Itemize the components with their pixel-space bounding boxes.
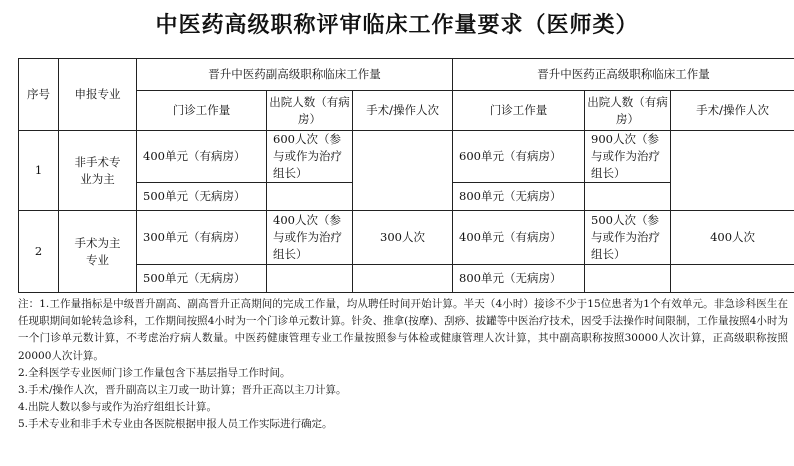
deputy-outpatient-noward: 500单元（无病房）: [137, 183, 267, 211]
senior-surgery-empty: [671, 265, 794, 293]
row-specialty: 手术为主专业: [59, 211, 137, 293]
header-specialty: 申报专业: [59, 59, 137, 131]
header-deputy-discharge: 出院人数（有病房）: [267, 91, 353, 131]
deputy-surgery-empty: [353, 265, 453, 293]
senior-surgery: [671, 131, 794, 211]
senior-outpatient-noward: 800单元（无病房）: [453, 265, 585, 293]
header-deputy-surgery: 手术/操作人次: [353, 91, 453, 131]
row-specialty: 非手术专业为主: [59, 131, 137, 211]
deputy-outpatient-ward: 400单元（有病房）: [137, 131, 267, 183]
senior-surgery: 400人次: [671, 211, 794, 265]
senior-outpatient-noward: 800单元（无病房）: [453, 183, 585, 211]
row-seq: 1: [19, 131, 59, 211]
deputy-discharge: 600人次（参与或作为治疗组长）: [267, 131, 353, 183]
notes-section: [18, 296, 788, 434]
note-4: 4.出院人数以参与或作为治疗组组长计算。: [18, 401, 218, 414]
senior-discharge: 500人次（参与或作为治疗组长）: [585, 211, 671, 265]
note-1: 注：1.工作量指标是中级晋升副高、副高晋升正高期间的完成工作量，均从聘任时间开始计算。半天（4小时）接诊不少于15位患者为1个有效单元。非急诊科医生在任现职期间如轮转急诊科，工作期间按照4小时为一个门诊单元数计算。针灸、推拿(按摩)、刮痧、拔罐等中医治疗技术，因受手法操作时间限制，工作量按照4小时为一个门诊单元数计算，不考虑治疗病人数量。中医药健康管理专业工作量按照参与体检或健康管理人次计算，其中副高职称按照30000人次计算，正高级职称按照20000人次计算。: [18, 298, 788, 362]
header-senior-outpatient: 门诊工作量: [453, 91, 585, 131]
senior-outpatient-ward: 400单元（有病房）: [453, 211, 585, 265]
deputy-discharge-empty: [267, 183, 353, 211]
senior-discharge: 900人次（参与或作为治疗组长）: [585, 131, 671, 183]
deputy-outpatient-ward: 300单元（有病房）: [137, 211, 267, 265]
header-seq: 序号: [19, 59, 59, 131]
senior-discharge-empty: [585, 183, 671, 211]
deputy-outpatient-noward: 500单元（无病房）: [137, 265, 267, 293]
deputy-surgery: [353, 131, 453, 211]
header-senior-surgery: 手术/操作人次: [671, 91, 794, 131]
row-seq: 2: [19, 211, 59, 293]
header-deputy-outpatient: 门诊工作量: [137, 91, 267, 131]
note-5: 5.手术专业和非手术专业由各医院根据申报人员工作实际进行确定。: [18, 418, 333, 431]
deputy-surgery: 300人次: [353, 211, 453, 265]
workload-table: [18, 58, 794, 293]
senior-outpatient-ward: 600单元（有病房）: [453, 131, 585, 183]
senior-discharge-empty: [585, 265, 671, 293]
header-deputy-group: 晋升中医药副高级职称临床工作量: [137, 59, 453, 91]
header-senior-discharge: 出院人数（有病房）: [585, 91, 671, 131]
note-2: 2.全科医学专业医师门诊工作量包含下基层指导工作时间。: [18, 366, 291, 379]
table-row: [19, 131, 794, 183]
page-title: 中医药高级职称评审临床工作量要求（医师类）: [155, 12, 639, 38]
deputy-discharge: 400人次（参与或作为治疗组长）: [267, 211, 353, 265]
table-row: [19, 211, 794, 265]
note-3: 3.手术/操作人次，晋升副高以主刀或一助计算；晋升正高以主刀计算。: [18, 384, 347, 397]
deputy-discharge-empty: [267, 265, 353, 293]
header-senior-group: 晋升中医药正高级职称临床工作量: [453, 59, 794, 91]
